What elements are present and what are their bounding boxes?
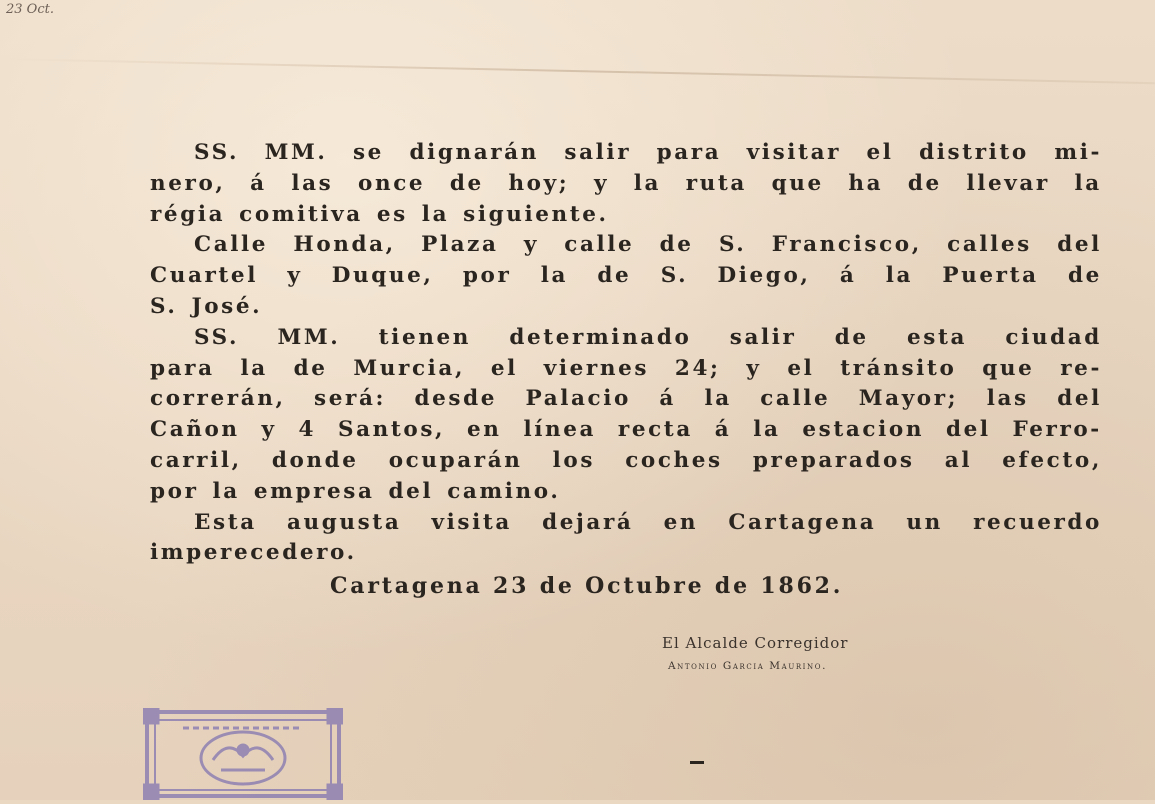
word: la: [704, 386, 732, 412]
signature-title: El Alcalde Corregidor: [662, 634, 849, 652]
text-line: [150, 508, 1102, 539]
word: al: [944, 447, 973, 473]
text-line: [150, 384, 1102, 415]
word: Santos,: [337, 417, 446, 443]
word: se: [352, 140, 384, 165]
word: la: [1074, 170, 1102, 196]
word: imperecedero.: [150, 540, 357, 566]
word: y: [593, 170, 610, 196]
word: en: [663, 509, 699, 535]
word: José.: [191, 293, 263, 319]
word: S.: [718, 232, 747, 258]
word: tránsito: [840, 355, 957, 381]
word: ciudad: [1005, 324, 1102, 350]
word: SS.: [194, 324, 240, 350]
word: viernes: [543, 355, 650, 381]
text-line: [150, 261, 1102, 292]
text-line: [150, 477, 1102, 508]
archive-stamp-icon: [143, 708, 343, 800]
word: por: [150, 478, 199, 504]
word: Francisco,: [771, 232, 922, 258]
word: Plaza: [421, 232, 499, 258]
word: determinado: [509, 324, 692, 350]
word: camino.: [447, 478, 561, 504]
paper-fold-line: [0, 58, 1155, 84]
word: Cartagena: [728, 509, 877, 535]
word: en: [467, 417, 502, 443]
word: Honda,: [293, 232, 396, 258]
word: llevar: [966, 170, 1050, 196]
word: salir: [729, 324, 797, 350]
word: la: [633, 170, 662, 196]
word: á: [839, 263, 857, 289]
text-line: [150, 323, 1102, 354]
word: efecto,: [1002, 447, 1102, 473]
word: y: [523, 232, 539, 258]
word: calle: [760, 386, 831, 412]
word: Murcia,: [353, 355, 466, 381]
word: 4: [298, 417, 317, 443]
text-line: [150, 169, 1102, 200]
word: y: [746, 355, 762, 381]
word: del: [945, 417, 991, 443]
word: Cañon: [150, 417, 240, 443]
word: Duque,: [331, 263, 434, 289]
word: á: [714, 417, 732, 443]
word: visita: [431, 509, 512, 535]
word: comitiva: [239, 201, 363, 227]
word: la: [753, 417, 781, 443]
word: ha: [848, 170, 884, 196]
word: Mayor;: [858, 386, 959, 412]
text-line: [150, 354, 1102, 385]
text-line: [150, 292, 1102, 323]
word: la: [212, 478, 240, 504]
word: augusta: [286, 509, 402, 535]
decorative-dash: [690, 761, 704, 764]
word: empresa: [253, 478, 375, 504]
word: la: [421, 201, 450, 227]
word: de: [834, 324, 869, 350]
word: á: [250, 170, 267, 196]
word: del: [388, 478, 434, 504]
word: Cuartel: [150, 263, 258, 289]
word: S.: [660, 263, 689, 289]
word: la: [540, 263, 569, 289]
text-line: [150, 446, 1102, 477]
word: las: [986, 386, 1029, 412]
word: re-: [1060, 355, 1102, 381]
word: la: [885, 263, 914, 289]
word: recuerdo: [973, 509, 1102, 535]
word: 24;: [674, 355, 721, 381]
word: Puerta: [942, 263, 1039, 289]
word: será:: [314, 386, 387, 412]
word: línea: [523, 417, 597, 443]
corner-handwritten-note: 23 Oct.: [6, 2, 54, 17]
word: once: [358, 170, 426, 196]
word: mi-: [1054, 140, 1102, 165]
word: estacion: [802, 417, 925, 443]
word: dignarán: [409, 140, 539, 165]
word: Ferro-: [1012, 417, 1102, 443]
word: la: [240, 355, 268, 381]
date-line: Cartagena 23 de Octubre de 1862.: [330, 573, 844, 599]
word: correrán,: [150, 386, 286, 412]
word: carril,: [150, 447, 242, 473]
word: del: [1057, 386, 1102, 412]
word: ocuparán: [388, 447, 523, 473]
word: dejará: [542, 509, 634, 535]
word: distrito: [919, 140, 1029, 165]
word: calles: [947, 232, 1032, 258]
word: el: [490, 355, 518, 381]
word: de: [449, 170, 484, 196]
word: donde: [271, 447, 359, 473]
word: el: [787, 355, 815, 381]
word: el: [866, 140, 894, 165]
text-line: [150, 415, 1102, 446]
word: nero,: [150, 170, 226, 196]
text-line: [150, 200, 1102, 231]
word: MM.: [264, 140, 328, 165]
word: Palacio: [525, 386, 631, 412]
word: y: [261, 417, 277, 443]
word: MM.: [277, 324, 341, 350]
word: ruta: [685, 170, 747, 196]
word: de: [659, 232, 694, 258]
word: coches: [625, 447, 723, 473]
word: SS.: [194, 140, 240, 165]
word: las: [291, 170, 334, 196]
word: calle: [564, 232, 635, 258]
word: S.: [150, 293, 178, 319]
word: por: [462, 263, 512, 289]
word: esta: [907, 324, 968, 350]
word: Diego,: [717, 263, 811, 289]
word: régia: [150, 201, 226, 227]
word: preparados: [752, 447, 915, 473]
word: tienen: [378, 324, 471, 350]
signature-name: Antonio Garcia Maurino.: [668, 660, 828, 672]
word: que: [982, 355, 1035, 381]
word: de: [907, 170, 942, 196]
word: un: [906, 509, 943, 535]
word: á: [659, 386, 676, 412]
text-line: [150, 230, 1102, 261]
word: salir: [564, 140, 632, 165]
word: que: [771, 170, 824, 196]
word: es: [376, 201, 408, 227]
text-line: [150, 138, 1102, 169]
proclamation-body: [150, 138, 1102, 569]
word: y: [287, 263, 303, 289]
word: desde: [414, 386, 498, 412]
word: visitar: [746, 140, 842, 165]
word: de: [1068, 263, 1102, 289]
word: Esta: [194, 509, 257, 535]
word: Calle: [194, 232, 269, 258]
word: para: [656, 140, 722, 165]
word: recta: [617, 417, 693, 443]
word: de: [293, 355, 328, 381]
text-line: [150, 538, 1102, 569]
word: siguiente.: [463, 201, 609, 227]
word: hoy;: [508, 170, 570, 196]
word: de: [597, 263, 632, 289]
word: los: [552, 447, 596, 473]
word: del: [1057, 232, 1102, 258]
word: para: [150, 355, 215, 381]
